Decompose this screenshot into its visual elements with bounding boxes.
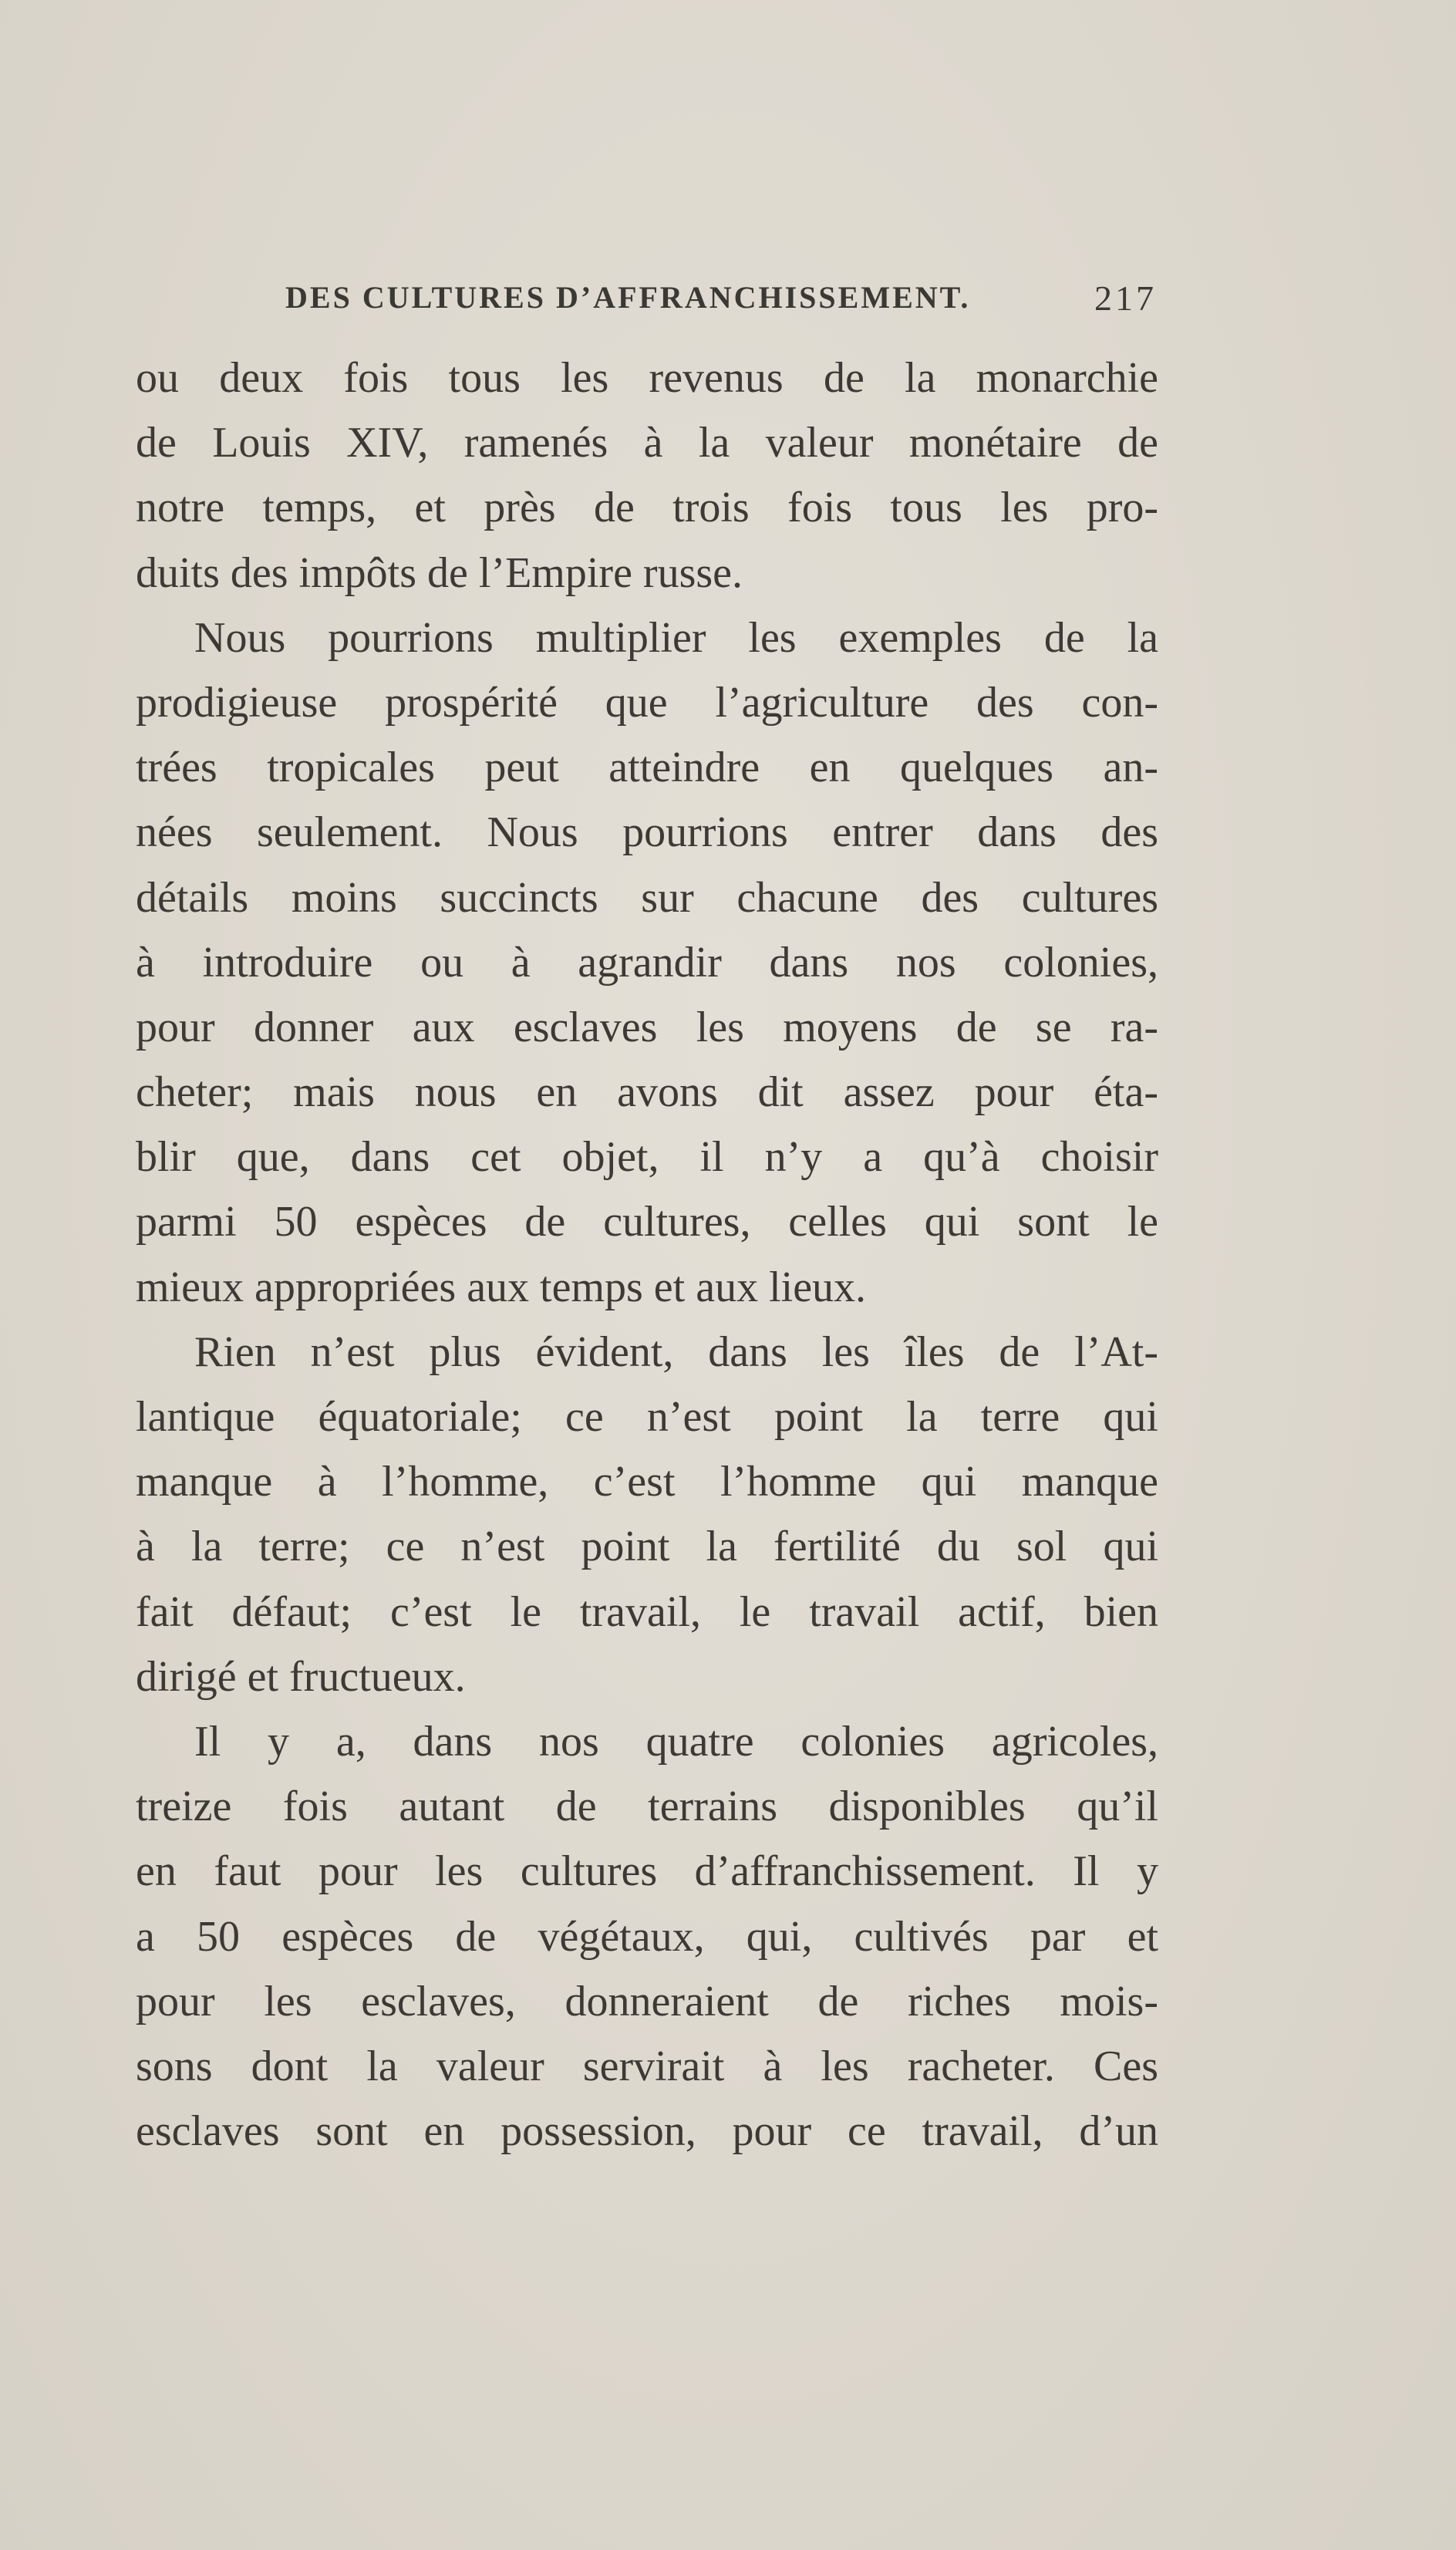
text-line: manque à l’homme, c’est l’homme qui manque <box>136 1458 1158 1506</box>
text-line: Il y a, dans nos quatre colonies agricoles, <box>194 1717 1158 1766</box>
text-line: trées tropicales peut atteindre en quelques an- <box>136 744 1158 792</box>
text-line: esclaves sont en possession, pour ce travail, d’un <box>136 2107 1158 2156</box>
text-line: en faut pour les cultures d’affranchissement. Il y <box>136 1847 1158 1896</box>
text-line: mieux appropriées aux temps et aux lieux. <box>136 1263 867 1311</box>
text-line: dirigé et fructueux. <box>136 1652 466 1701</box>
text-line: Nous pourrions multiplier les exemples de la <box>194 613 1158 662</box>
text-line: treize fois autant de terrains disponibles qu’il <box>136 1783 1158 1831</box>
text-line: à la terre; ce n’est point la fertilité du sol qui <box>136 1523 1158 1571</box>
running-title: DES CULTURES D’AFFRANCHISSEMENT. <box>285 280 971 315</box>
text-line: prodigieuse prospérité que l’agriculture des con- <box>136 678 1158 727</box>
text-line: blir que, dans cet objet, il n’y a qu’à choisir <box>136 1133 1158 1182</box>
text-line: cheter; mais nous en avons dit assez pour éta- <box>136 1068 1158 1117</box>
text-line: parmi 50 espèces de cultures, celles qui sont le <box>136 1198 1158 1246</box>
text-line: Rien n’est plus évident, dans les îles de l’At- <box>194 1327 1158 1376</box>
text-line: pour donner aux esclaves les moyens de se ra- <box>136 1003 1158 1051</box>
page-header <box>285 279 1157 325</box>
text-line: a 50 espèces de végétaux, qui, cultivés par et <box>136 1912 1158 1961</box>
text-line: lantique équatoriale; ce n’est point la terre qui <box>136 1393 1158 1441</box>
text-line: ou deux fois tous les revenus de la monarchie <box>136 354 1158 402</box>
text-line: fait défaut; c’est le travail, le travail actif, bien <box>136 1587 1158 1636</box>
page-number: 217 <box>1094 278 1157 318</box>
body-text <box>136 346 1158 2164</box>
text-line: nées seulement. Nous pourrions entrer dans des <box>136 808 1158 857</box>
text-line: détails moins succincts sur chacune des cultures <box>136 873 1158 922</box>
text-line: à introduire ou à agrandir dans nos colonies, <box>136 938 1158 987</box>
text-line: de Louis XIV, ramenés à la valeur monétaire de <box>136 419 1158 467</box>
text-line: notre temps, et près de trois fois tous les pro- <box>136 484 1158 532</box>
text-line: pour les esclaves, donneraient de riches mois- <box>136 1977 1158 2025</box>
text-line: duits des impôts de l’Empire russe. <box>136 548 743 597</box>
text-line: sons dont la valeur servirait à les racheter. Ces <box>136 2042 1158 2090</box>
